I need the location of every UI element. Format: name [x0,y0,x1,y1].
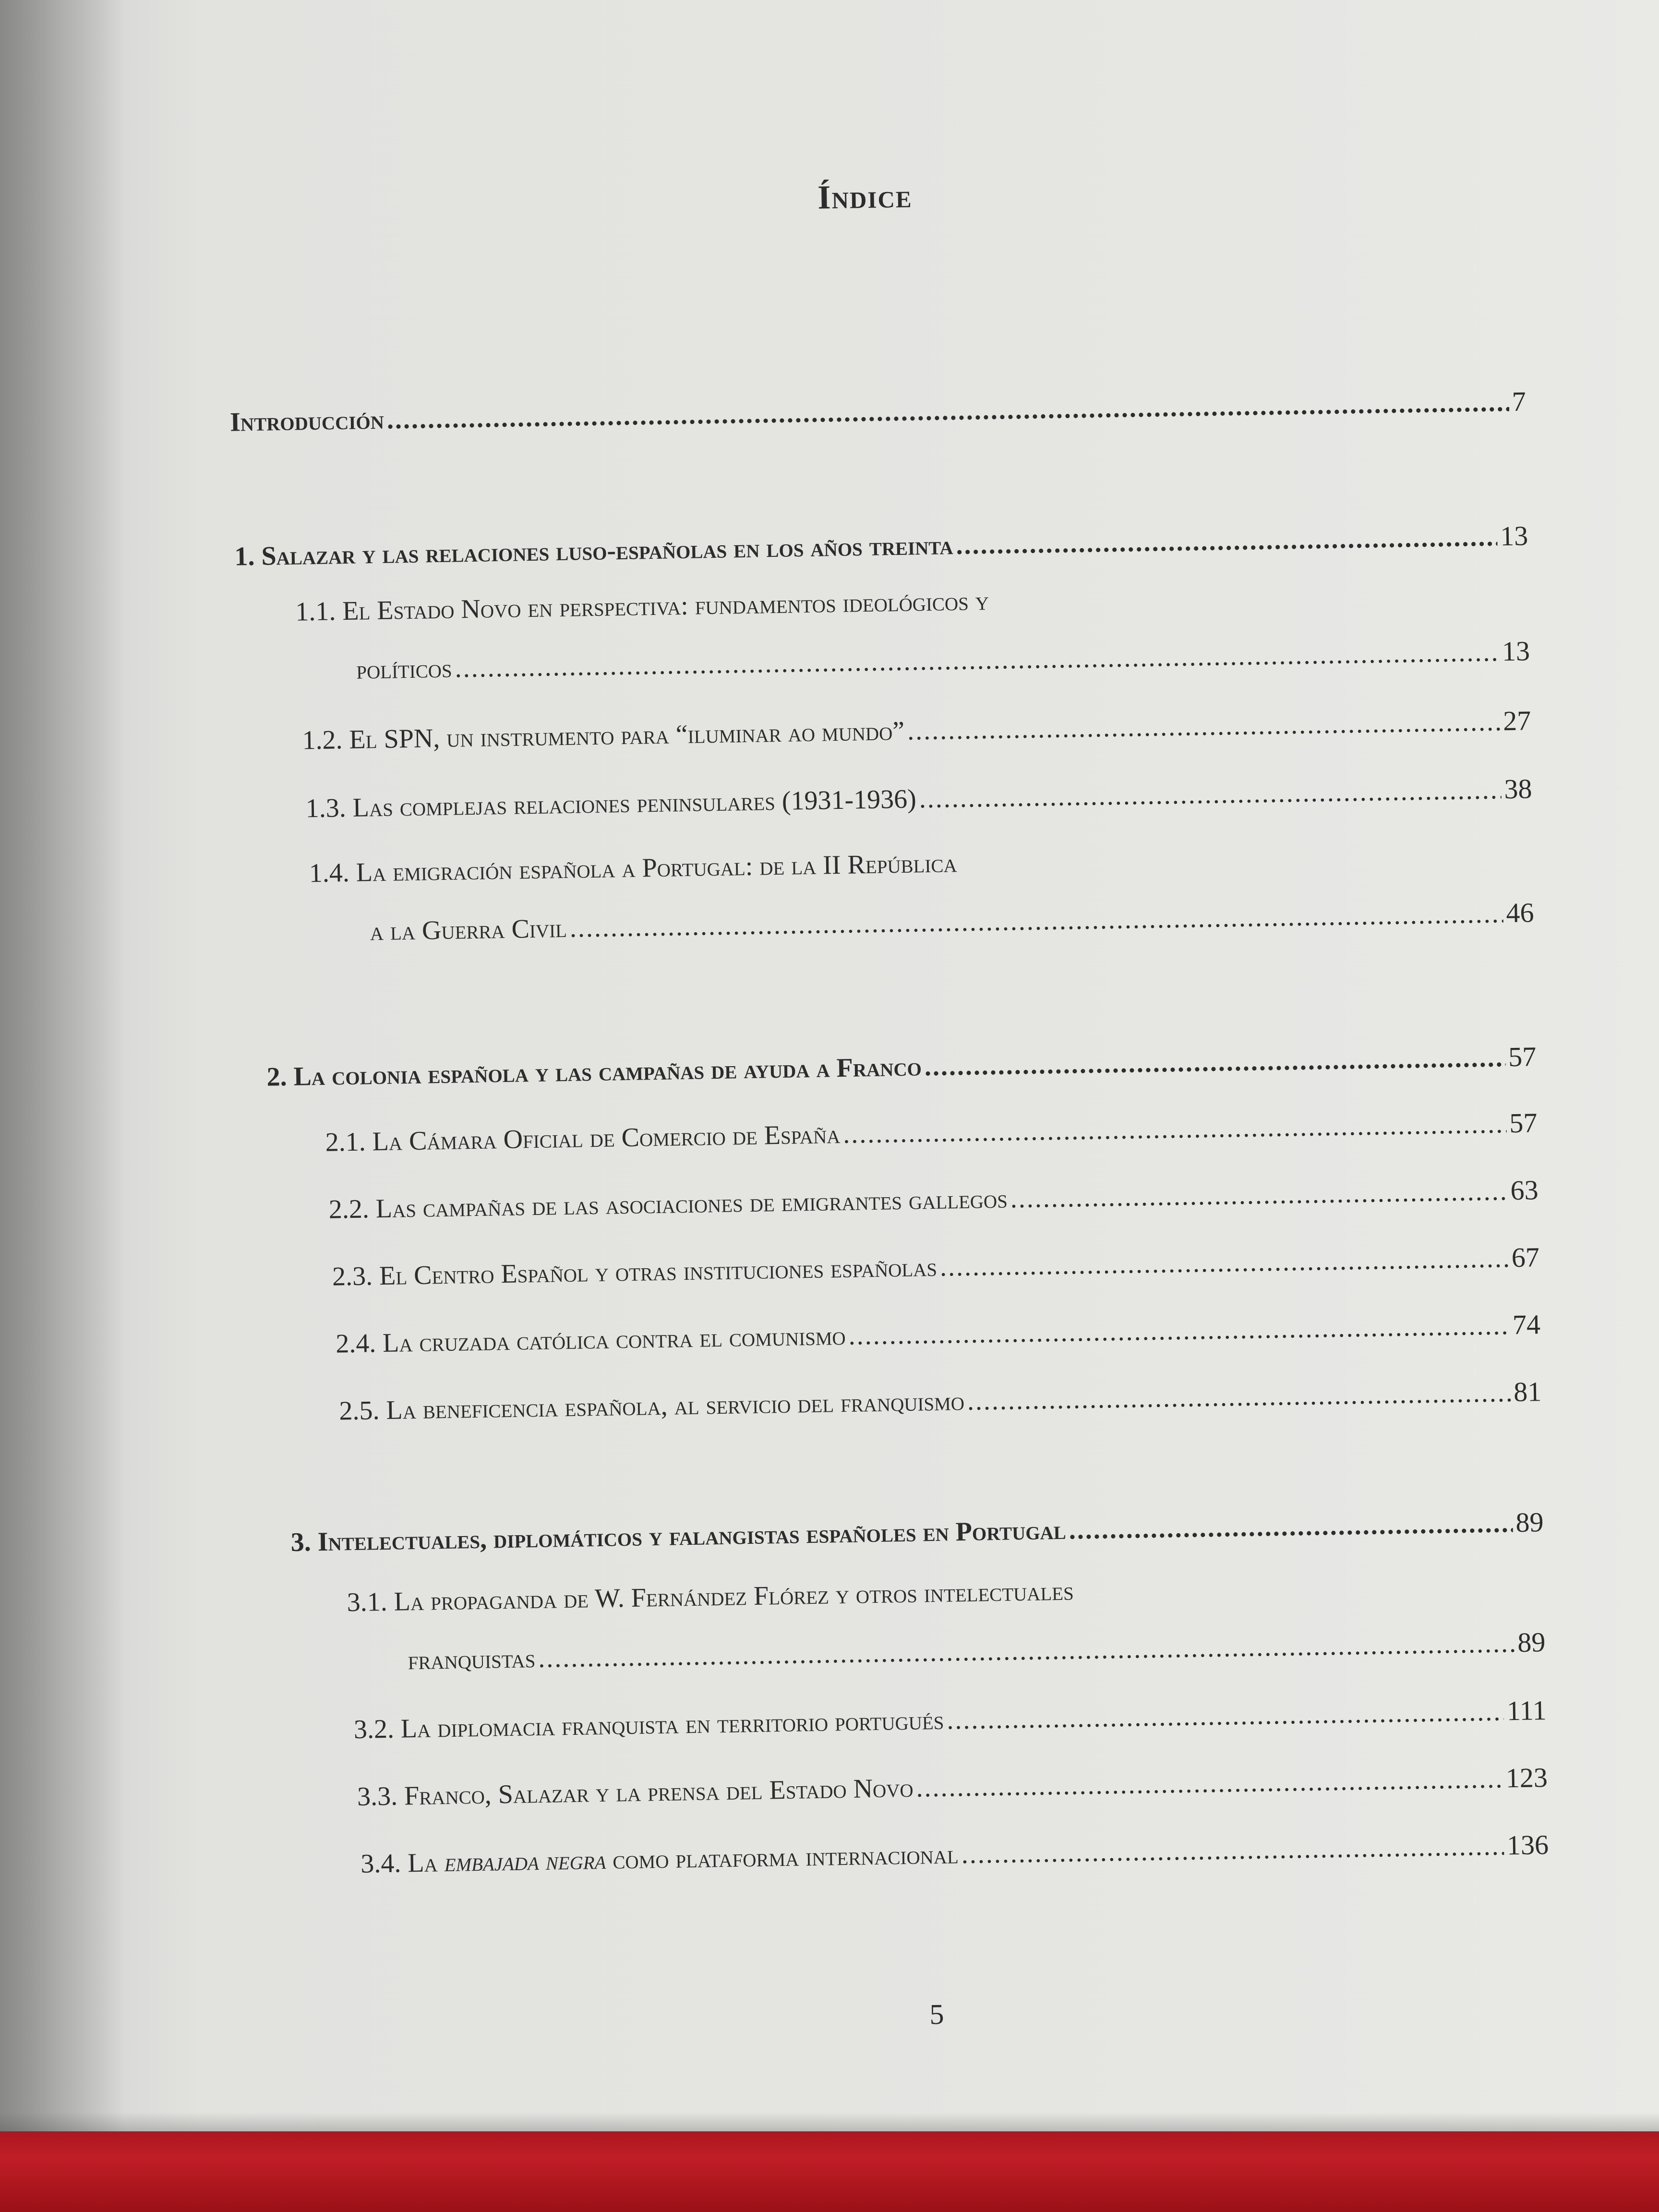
toc-entry-label: 2.2. Las campañas de las asociaciones de emigrantes gallegos [328,1184,1008,1225]
label-suffix: como plataforma internacional [605,1839,959,1875]
toc-section-3-1-line1: 3.1. La propaganda de W. Fernández Flórez y otros intelectuales [347,1576,1074,1618]
toc-section-2-1 [325,1106,1538,1158]
toc-entry-label: 2.5. La beneficencia española, al servicio del franquismo [338,1386,965,1426]
toc-entry-page: 57 [1508,1041,1537,1073]
toc-entry-label: 2.4. La cruzada católica contra el comunismo [335,1321,846,1359]
toc-entry-page: 81 [1513,1376,1542,1408]
dot-leader [924,1042,1505,1082]
toc-chapter-1 [234,519,1528,572]
dot-leader [1010,1176,1508,1214]
toc-entry-label: 3.3. Franco, Salazar y la prensa del Estado Novo [357,1773,914,1812]
toc-section-2-4 [336,1308,1541,1359]
toc-section-1-2 [302,704,1531,756]
toc-section-3-3 [357,1761,1548,1812]
toc-entry-label: políticos [356,653,453,685]
dot-leader [569,898,1503,944]
toc-entry-label: a la Guerra Civil [370,913,567,947]
dot-leader [961,1830,1504,1870]
toc-chapter-2 [266,1040,1537,1093]
dot-leader [386,387,1509,435]
toc-section-1-4 [370,896,1534,947]
toc-entry-label: 2.3. El Centro Español y otras instituciones españolas [332,1252,938,1292]
toc-entry-page: 27 [1503,705,1531,737]
toc-section-2-5 [339,1375,1542,1426]
toc-chapter-3 [290,1506,1544,1558]
toc-section-3-4 [361,1828,1549,1879]
dot-leader [1069,1508,1513,1546]
toc-entry-page: 123 [1505,1762,1548,1794]
toc-entry-label [361,1839,959,1879]
toc-entry-label: 1.2. El SPN, un instrumento para “iluminar ao mundo” [302,716,905,756]
dot-leader [956,521,1498,561]
toc-entry-label: 3. Intelectuales, diplomáticos y falangistas españoles en Portugal [290,1515,1067,1558]
toc-entry-page: 13 [1500,520,1528,552]
dot-leader [939,1243,1509,1283]
toc-entry-page: 89 [1515,1506,1544,1539]
label-prefix: 3.4. La [360,1848,445,1879]
dot-leader [907,706,1501,746]
toc-entry-label: 1.3. Las complejas relaciones peninsulares (1931-1936) [305,784,917,824]
dot-leader [843,1108,1507,1150]
dot-leader [455,637,1499,684]
toc-entry-page: 57 [1509,1107,1538,1139]
toc-entry-page: 63 [1510,1174,1539,1206]
toc-section-2-2 [328,1174,1539,1225]
toc-entry-page: 74 [1512,1309,1541,1341]
dot-leader [848,1310,1510,1351]
toc-section-1-1 [356,635,1530,685]
toc-entry-page: 111 [1506,1695,1547,1727]
dot-leader [967,1377,1511,1417]
toc-section-1-4-line1: 1.4. La emigración española a Portugal: de la II República [309,848,957,889]
toc-entry-page: 67 [1511,1241,1540,1274]
toc-entry-introduction [230,385,1527,437]
toc-entry-label: franquistas [408,1644,536,1676]
dot-leader [916,1764,1503,1803]
toc-entry-label: 3.2. La diplomacia franquista en territorio portugués [353,1705,944,1745]
toc-section-1-3 [305,772,1532,824]
toc-section-1-1-line1: 1.1. El Estado Novo en perspectiva: fundamentos ideológicos y [295,586,989,627]
dot-leader [538,1628,1515,1674]
toc-entry-page: 136 [1506,1829,1549,1861]
toc-section-2-3 [332,1241,1540,1292]
dot-leader [919,774,1502,814]
toc-section-3-2 [353,1694,1547,1745]
page-number: 5 [929,1998,944,2031]
toc-section-3-1 [408,1626,1546,1676]
toc-entry-label: 2.1. La Cámara Oficial de Comercio de España [325,1119,841,1157]
dot-leader [947,1696,1504,1735]
toc-entry-label: 1. Salazar y las relaciones luso-españolas en los años treinta [234,530,953,572]
toc-entry-page: 13 [1502,635,1530,667]
toc-entry-page: 46 [1505,897,1534,929]
toc-entry-label: 2. La colonia española y las campañas de ayuda a Franco [266,1052,922,1092]
toc-entry-label: Introducción [229,405,385,437]
toc-entry-page: 89 [1517,1626,1546,1658]
page-title: Índice [817,178,913,216]
toc-entry-page: 7 [1512,385,1527,417]
toc-entry-page: 38 [1503,773,1532,805]
label-italic: embajada negra [444,1845,606,1878]
